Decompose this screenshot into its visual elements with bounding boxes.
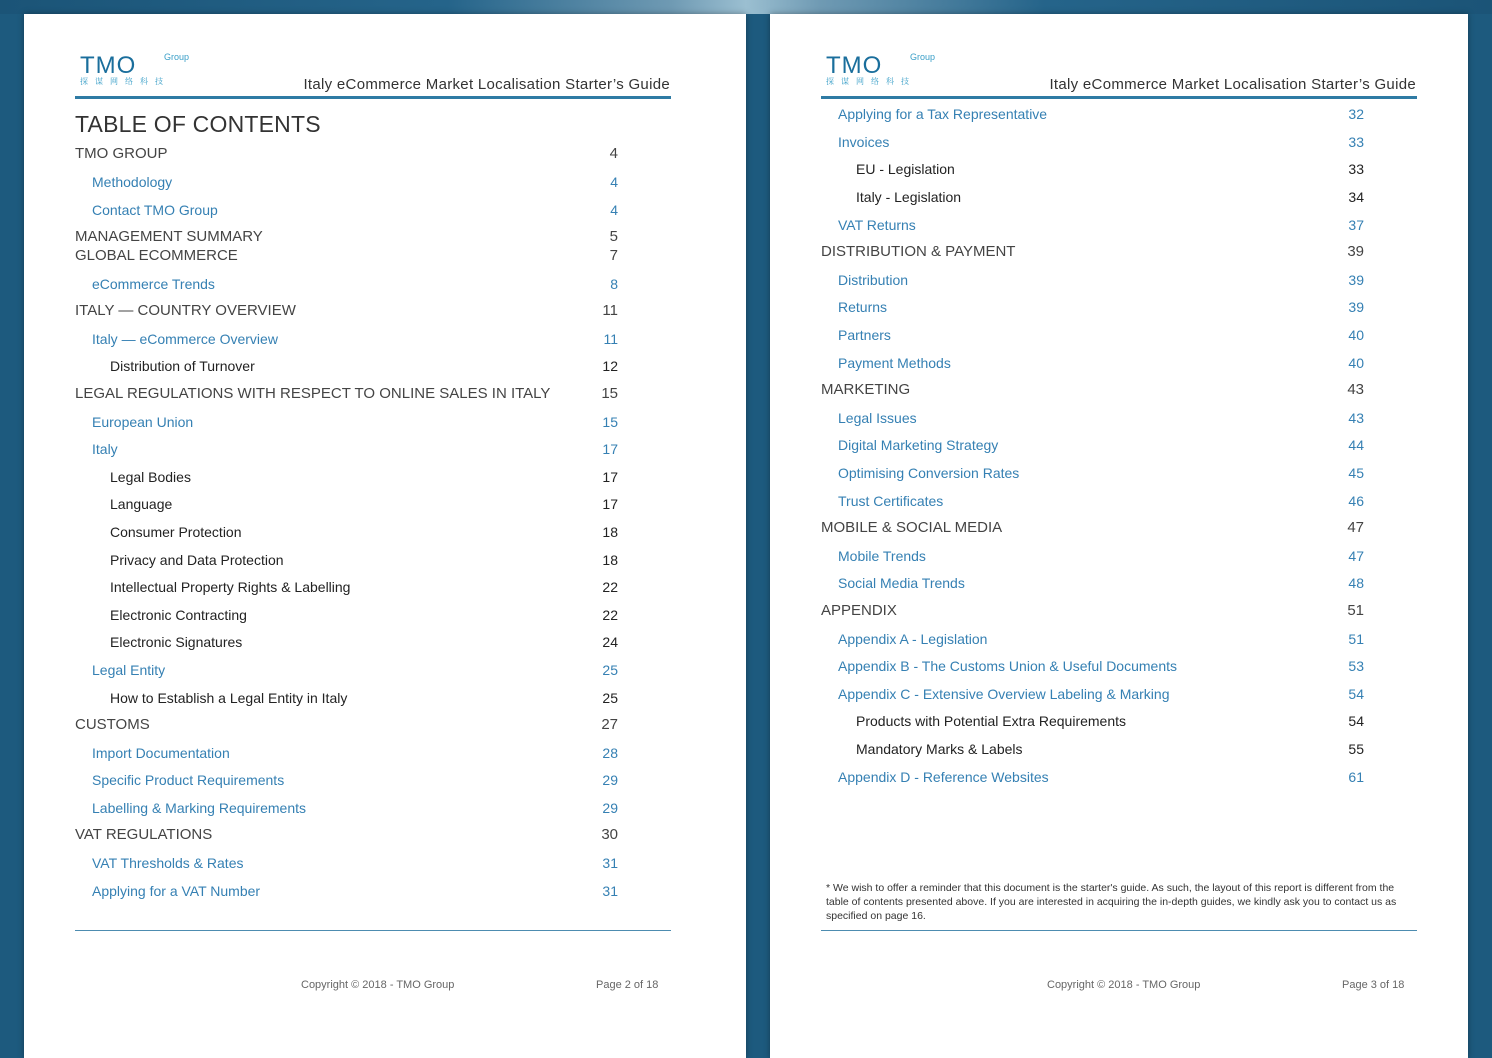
toc-heading: TABLE OF CONTENTS xyxy=(75,111,321,137)
toc-entry-page-number: 31 xyxy=(602,855,618,871)
toc-entry-page-number: 33 xyxy=(1348,134,1364,150)
toc-entry-title: Electronic Contracting xyxy=(110,607,247,623)
toc-entry-page-number: 48 xyxy=(1348,575,1364,591)
toc-entry-title: Specific Product Requirements xyxy=(92,772,285,788)
toc-entry-page-number: 29 xyxy=(602,772,618,788)
toc-entry-title: How to Establish a Legal Entity in Italy xyxy=(110,690,348,706)
toc-entry-page-number: 40 xyxy=(1348,355,1364,371)
toc-entry-title: Distribution xyxy=(838,272,909,288)
toc-entry-title: Appendix A - Legislation xyxy=(838,631,988,647)
document-page-3 xyxy=(770,14,1468,1058)
toc-entry-title: EU - Legislation xyxy=(856,161,955,177)
toc-entry-title: Mobile Trends xyxy=(838,548,926,564)
toc-entry-title: Payment Methods xyxy=(838,355,951,371)
toc-entry-page-number: 12 xyxy=(602,358,618,374)
toc-entry-title: eCommerce Trends xyxy=(92,276,215,292)
toc-entry-page-number: 39 xyxy=(1347,243,1364,260)
toc-entry-page-number: 31 xyxy=(602,883,618,899)
toc-entry-page-number: 25 xyxy=(602,662,618,678)
toc-entry-title: Invoices xyxy=(838,134,890,150)
running-header-title: Italy eCommerce Market Localisation Starter’s Guide xyxy=(303,76,670,93)
toc-entry-title: Italy — eCommerce Overview xyxy=(92,331,278,347)
toc-entry-title: Partners xyxy=(838,327,891,343)
toc-entry-page-number: 29 xyxy=(602,800,618,816)
toc-entry-page-number: 17 xyxy=(602,469,618,485)
toc-entry-page-number: 54 xyxy=(1348,686,1364,702)
toc-entry-title: Legal Entity xyxy=(92,662,166,678)
logo-group-label: Group xyxy=(164,52,190,62)
toc-entry-title: MOBILE & SOCIAL MEDIA xyxy=(821,519,1003,536)
toc-entry-title: Legal Issues xyxy=(838,410,917,426)
toc-entry-page-number: 18 xyxy=(602,524,618,540)
toc-entry-title: Appendix B - The Customs Union & Useful Documents xyxy=(838,658,1178,674)
toc-entry-title: Applying for a Tax Representative xyxy=(838,106,1048,122)
toc-entry-page-number: 17 xyxy=(602,441,618,457)
toc-entry-title: Appendix C - Extensive Overview Labeling & Marking xyxy=(838,686,1170,702)
toc-entry-page-number: 51 xyxy=(1347,602,1364,619)
toc-entry-title: MANAGEMENT SUMMARY xyxy=(75,228,263,245)
toc-entry-page-number: 27 xyxy=(601,716,618,733)
toc-entry-page-number: 39 xyxy=(1348,272,1364,288)
toc-entry-title: Distribution of Turnover xyxy=(110,358,255,374)
footer-rule xyxy=(821,930,1417,931)
toc-entry-title: Italy - Legislation xyxy=(856,189,962,205)
toc-entry-page-number: 55 xyxy=(1348,741,1364,757)
window-top-bar xyxy=(0,0,1492,14)
header-rule xyxy=(75,96,671,99)
toc-entry-title: European Union xyxy=(92,414,194,430)
toc-entry-title: Mandatory Marks & Labels xyxy=(856,741,1023,757)
logo-chinese-subtitle: 探谋网络科技 xyxy=(80,77,170,86)
toc-entry-page-number: 33 xyxy=(1348,161,1364,177)
toc-entry-title: Import Documentation xyxy=(92,745,230,761)
toc-entry-page-number: 25 xyxy=(602,690,618,706)
toc-entry-page-number: 5 xyxy=(609,228,618,245)
logo-wordmark: TMO xyxy=(80,52,137,79)
toc-entry-page-number: 32 xyxy=(1348,106,1364,122)
toc-entry-title: Appendix D - Reference Websites xyxy=(838,769,1049,785)
toc-entry-page-number: 37 xyxy=(1348,217,1364,233)
toc-entry-page-number: 18 xyxy=(602,552,618,568)
toc-entry-title: Social Media Trends xyxy=(838,575,965,591)
toc-entry-page-number: 46 xyxy=(1348,493,1364,509)
tmo-group-logo xyxy=(826,52,946,88)
toc-entry-title: Contact TMO Group xyxy=(92,202,218,218)
footer-page-number: Page 2 of 18 xyxy=(596,979,659,991)
toc-entry-title: MARKETING xyxy=(821,381,911,398)
toc-entry-title: Applying for a VAT Number xyxy=(92,883,261,899)
toc-entry-page-number: 34 xyxy=(1348,189,1364,205)
toc-entry-page-number: 45 xyxy=(1348,465,1364,481)
toc-entry-title: VAT Thresholds & Rates xyxy=(92,855,244,871)
toc-entry-title: Returns xyxy=(838,299,888,315)
toc-entry-title: Digital Marketing Strategy xyxy=(838,437,999,453)
toc-entry-page-number: 39 xyxy=(1348,299,1364,315)
toc-entry-title: Language xyxy=(110,496,173,512)
toc-entry-page-number: 17 xyxy=(602,496,618,512)
toc-entry-page-number: 7 xyxy=(609,247,618,264)
toc-entry-title: ITALY — COUNTRY OVERVIEW xyxy=(75,302,296,319)
logo-group-label: Group xyxy=(910,52,936,62)
toc-entry-title: Trust Certificates xyxy=(838,493,944,509)
toc-entry-title: GLOBAL ECOMMERCE xyxy=(75,247,238,264)
logo-chinese-subtitle: 探谋网络科技 xyxy=(826,77,916,86)
logo-wordmark: TMO xyxy=(826,52,883,79)
toc-entry-page-number: 30 xyxy=(601,826,618,843)
toc-entry-title: Methodology xyxy=(92,174,173,190)
toc-entry-title: Labelling & Marking Requirements xyxy=(92,800,306,816)
toc-entry-title: Legal Bodies xyxy=(110,469,191,485)
toc-entry-page-number: 44 xyxy=(1348,437,1364,453)
toc-entry-page-number: 51 xyxy=(1348,631,1364,647)
toc-entry-page-number: 4 xyxy=(610,202,618,218)
toc-entry-page-number: 8 xyxy=(610,276,618,292)
toc-entry-page-number: 47 xyxy=(1347,519,1364,536)
toc-entry-title: Optimising Conversion Rates xyxy=(838,465,1020,481)
footer-copyright: Copyright © 2018 - TMO Group xyxy=(301,979,455,991)
toc-entry-page-number: 11 xyxy=(603,331,618,347)
toc-entry-page-number: 40 xyxy=(1348,327,1364,343)
header-rule xyxy=(821,96,1417,99)
running-header-title: Italy eCommerce Market Localisation Starter’s Guide xyxy=(1049,76,1416,93)
footer-page-number: Page 3 of 18 xyxy=(1342,979,1405,991)
toc-entry-title: VAT Returns xyxy=(838,217,916,233)
document-page-2 xyxy=(24,14,746,1058)
toc-entry-page-number: 61 xyxy=(1348,769,1364,785)
toc-entry-page-number: 15 xyxy=(601,385,618,402)
footer-copyright: Copyright © 2018 - TMO Group xyxy=(1047,979,1201,991)
toc-entry-page-number: 4 xyxy=(609,145,618,162)
toc-entry-page-number: 43 xyxy=(1348,410,1364,426)
toc-entry-title: LEGAL REGULATIONS WITH RESPECT TO ONLINE SALES IN ITALY xyxy=(75,385,551,402)
toc-entry-title: CUSTOMS xyxy=(75,716,150,733)
footnote: * We wish to offer a reminder that this document is the starter's guide. As such, the layout of this report is different from the table of contents presented above. If you are interested in acquiring the in-depth guides, we kindly ask you to contact us as specified on page 16. xyxy=(826,882,1397,922)
toc-entry-page-number: 22 xyxy=(602,607,618,623)
toc-entry-page-number: 24 xyxy=(602,634,618,650)
toc-entry-title: Electronic Signatures xyxy=(110,634,243,650)
toc-entry-page-number: 28 xyxy=(602,745,618,761)
toc-entry-page-number: 47 xyxy=(1348,548,1364,564)
toc-entry-page-number: 53 xyxy=(1348,658,1364,674)
toc-entry-title: Products with Potential Extra Requirements xyxy=(856,713,1127,729)
toc-entry-title: TMO GROUP xyxy=(75,145,168,162)
toc-entry-page-number: 22 xyxy=(602,579,618,595)
tmo-group-logo xyxy=(80,52,200,88)
toc-entry-page-number: 15 xyxy=(602,414,618,430)
toc-entry-title: Intellectual Property Rights & Labelling xyxy=(110,579,351,595)
toc-entry-title: Consumer Protection xyxy=(110,524,242,540)
toc-entry-title: DISTRIBUTION & PAYMENT xyxy=(821,243,1016,260)
toc-entry-page-number: 11 xyxy=(602,302,618,319)
toc-entry-page-number: 4 xyxy=(610,174,618,190)
toc-entry-page-number: 43 xyxy=(1347,381,1364,398)
toc-entry-title: APPENDIX xyxy=(821,602,897,619)
toc-entry-title: Italy xyxy=(92,441,118,457)
toc-entry-title: Privacy and Data Protection xyxy=(110,552,284,568)
toc-entry-page-number: 54 xyxy=(1348,713,1364,729)
footer-rule xyxy=(75,930,671,931)
toc-entry-title: VAT REGULATIONS xyxy=(75,826,213,843)
